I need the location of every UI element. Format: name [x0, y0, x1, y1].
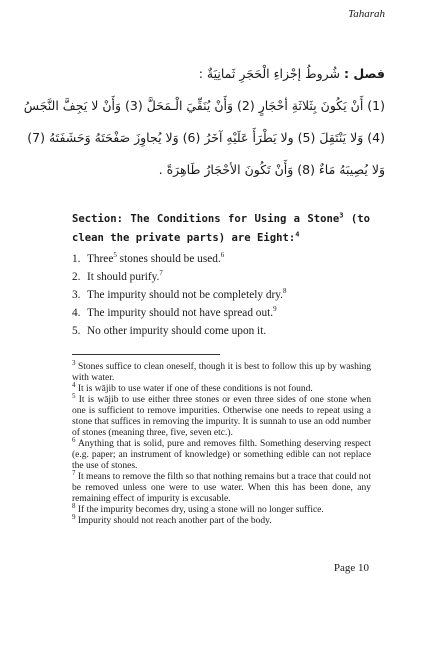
footnote-number: 9	[72, 512, 76, 521]
condition-text-cont: stones should be used.	[116, 253, 221, 265]
condition-item	[72, 286, 287, 304]
arabic-text-line-2: (4) وَلا يَنْتَقِلَ (5) ولا يَطْرَأَ عَلَيْهِ آخَرُ (6) وَلا يُجاوِزَ صَفْحَتَهُ وَحَشَفَتَهُ (7)	[27, 130, 385, 145]
footnote-ref: 3	[339, 211, 344, 220]
footnote-ref: 6	[220, 251, 225, 260]
footnote-number: 7	[72, 468, 76, 477]
footnote-ref: 8	[283, 287, 287, 296]
condition-text: It should purify.	[87, 271, 160, 283]
arabic-text-line-3: وَلا يُصِيبَهُ مَاءٌ (8) وَأَنْ تَكُونَ الأحْجَارُ طَاهِرَةً .	[158, 162, 385, 177]
condition-text: No other impurity should come upon it.	[87, 325, 267, 337]
footnote	[72, 468, 371, 505]
footnote-text: If the impurity becomes dry, using a stone will no longer suffice.	[75, 505, 324, 515]
footnote	[72, 435, 371, 472]
footnote-number: 6	[72, 435, 76, 444]
condition-number: 4.	[72, 307, 81, 319]
footnote-number: 8	[72, 501, 76, 510]
footnote	[72, 501, 371, 516]
footnote-ref: 7	[159, 269, 163, 278]
footnote	[72, 380, 371, 395]
condition-item	[72, 304, 287, 322]
condition-text: The impurity should not have spread out.	[87, 307, 274, 319]
footnote-text: It means to remove the filth so that nothing remains but a trace that could not be removed unless one were to use water. When this has been done, any remaining effect of impurity is excusable.	[72, 472, 371, 504]
footnote-divider	[72, 354, 220, 355]
condition-item	[72, 322, 287, 340]
footnote-number: 3	[72, 358, 76, 367]
arabic-text-line-1: (1) أَنْ يَكُونَ بِثَلاثَةِ أحْجَارٍ (2) وَأَنْ يُنَقِّيَ الْـمَحَلَّ (3) وَأَنْ لا يَجِفَّ النَّجَسُ	[23, 98, 385, 113]
footnote	[72, 391, 371, 439]
footnote-text: Anything that is solid, pure and removes filth. Something deserving respect (e.g. paper; an instrument of knowledge) or something edible can not replace the use of stones.	[72, 439, 371, 471]
condition-item	[72, 268, 287, 286]
condition-text: The impurity should not be completely dry.	[87, 289, 283, 301]
footnote-ref: 4	[295, 230, 300, 239]
footnote-number: 5	[72, 391, 76, 400]
condition-item	[72, 250, 287, 268]
page-number: Page 10	[333, 562, 369, 574]
arabic-heading-text: شُروطُ إجْزاءِ الْحَجَرِ ثَمانِيَةٌ :	[198, 66, 340, 81]
footnote	[72, 512, 371, 527]
section-heading-text-cont: (to clean the private parts) are Eight:	[72, 213, 370, 244]
footnote-ref: 5	[113, 251, 117, 260]
footnote-ref: 9	[273, 305, 277, 314]
footnote-text: Impurity should not reach another part of the body.	[75, 516, 272, 526]
condition-text: Three	[87, 253, 114, 265]
footnote	[72, 358, 371, 384]
arabic-heading-line	[70, 66, 385, 81]
condition-number: 1.	[72, 253, 81, 265]
section-heading	[72, 210, 370, 248]
section-heading-text: Section: The Conditions for Using a Stone	[72, 213, 340, 225]
footnote-number: 4	[72, 380, 76, 389]
arabic-section-label: فصل :	[343, 66, 385, 81]
running-head: Taharah	[348, 8, 385, 20]
footnotes	[72, 358, 371, 527]
condition-number: 5.	[72, 325, 81, 337]
footnote-text: It is wājib to use either three stones or even three sides of one stone when one is sufficient to remove impurities. Otherwise one needs to repeat using a stone that suffices in removing the impurity. It is sunnah to use an odd number of stones (meaning three, five, seven etc.).	[72, 395, 371, 438]
footnote-text: It is wājib to use water if one of these conditions is not found.	[75, 384, 313, 394]
conditions-list	[72, 250, 287, 340]
condition-number: 2.	[72, 271, 81, 283]
footnote-text: Stones suffice to clean oneself, though it is best to follow this up by washing with water.	[72, 362, 371, 383]
condition-number: 3.	[72, 289, 81, 301]
